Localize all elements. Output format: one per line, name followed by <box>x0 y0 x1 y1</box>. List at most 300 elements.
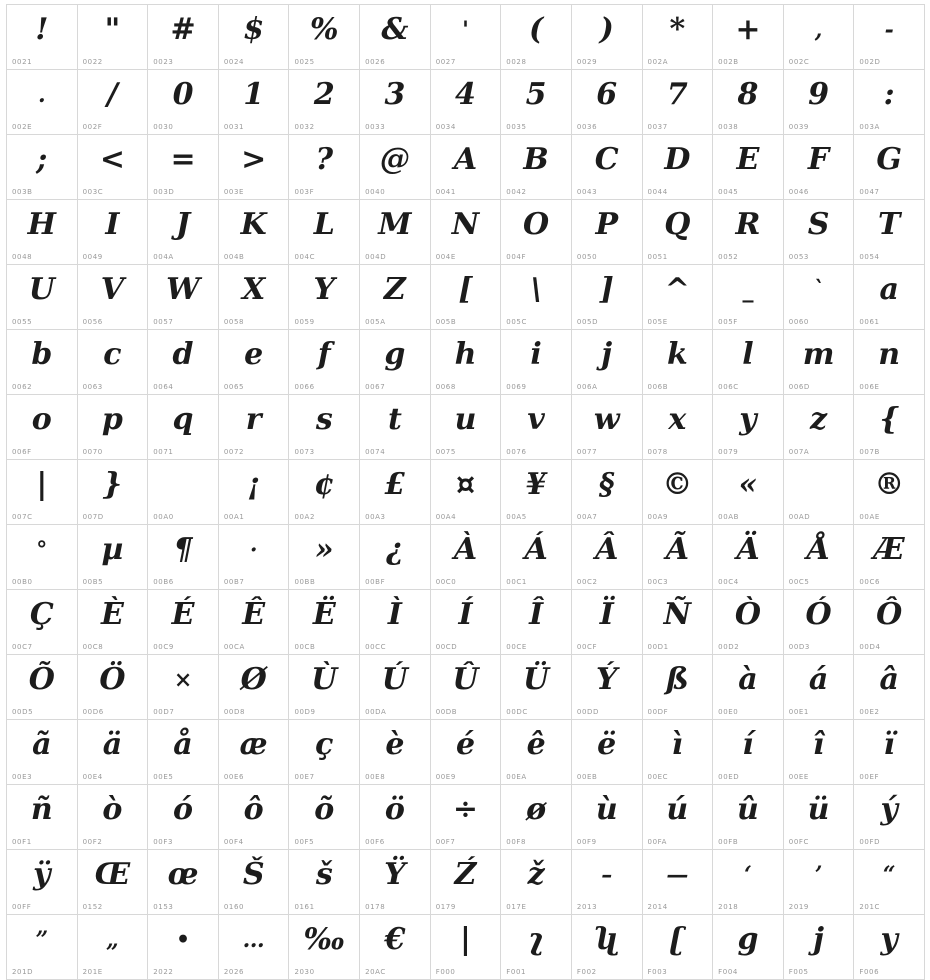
glyph-cell[interactable] <box>7 460 78 525</box>
glyph-cell[interactable] <box>643 590 714 655</box>
glyph-character: ø <box>526 792 547 827</box>
glyph-cell[interactable] <box>572 460 643 525</box>
glyph-cell[interactable] <box>431 70 502 135</box>
glyph-cell[interactable] <box>219 525 290 590</box>
glyph-cell[interactable] <box>148 265 219 330</box>
glyph-character: | <box>36 467 48 502</box>
glyph-cell[interactable] <box>219 70 290 135</box>
glyph-character: s <box>315 402 333 437</box>
glyph-character: µ <box>101 532 124 567</box>
glyph-character: × <box>173 667 193 693</box>
glyph-character: I <box>105 207 120 242</box>
glyph-character: N <box>451 207 480 242</box>
glyph-codepoint: 0059 <box>294 318 315 326</box>
glyph-codepoint: 0160 <box>223 903 245 911</box>
glyph-character: ã <box>32 727 52 762</box>
glyph-cell[interactable] <box>289 70 360 135</box>
glyph-cell[interactable] <box>431 330 502 395</box>
glyph-cell[interactable] <box>78 525 149 590</box>
glyph-cell[interactable] <box>360 785 431 850</box>
glyph-character: [ <box>458 272 473 307</box>
glyph-cell[interactable] <box>643 200 714 265</box>
glyph-character: 0 <box>172 77 194 112</box>
glyph-character: … <box>242 927 265 953</box>
glyph-cell[interactable] <box>431 265 502 330</box>
glyph-cell[interactable] <box>854 720 925 785</box>
glyph-cell[interactable] <box>7 265 78 330</box>
glyph-character: Œ <box>94 857 131 892</box>
glyph-codepoint: 006E <box>859 383 880 391</box>
glyph-cell[interactable] <box>7 5 78 70</box>
glyph-codepoint: 00CF <box>576 643 598 651</box>
glyph-codepoint: F001 <box>506 968 527 976</box>
glyph-codepoint: 0073 <box>294 448 315 456</box>
glyph-codepoint: 0051 <box>647 253 668 261</box>
glyph-cell[interactable] <box>219 590 290 655</box>
glyph-character: š <box>315 857 333 892</box>
glyph-cell[interactable] <box>572 200 643 265</box>
glyph-cell[interactable] <box>854 135 925 200</box>
glyph-cell[interactable] <box>713 200 784 265</box>
glyph-cell[interactable] <box>78 135 149 200</box>
glyph-cell[interactable] <box>643 525 714 590</box>
glyph-character: , <box>814 17 823 43</box>
glyph-cell[interactable] <box>431 395 502 460</box>
glyph-character: + <box>735 12 761 47</box>
glyph-cell[interactable] <box>501 850 572 915</box>
glyph-cell[interactable] <box>501 915 572 980</box>
glyph-cell[interactable] <box>219 720 290 785</box>
glyph-cell[interactable] <box>431 135 502 200</box>
glyph-cell[interactable] <box>360 330 431 395</box>
glyph-character: Æ <box>873 532 905 567</box>
glyph-cell[interactable] <box>360 525 431 590</box>
glyph-cell[interactable] <box>289 915 360 980</box>
glyph-codepoint: 00F6 <box>365 838 385 846</box>
glyph-codepoint: 017E <box>506 903 527 911</box>
glyph-character: 5 <box>525 77 547 112</box>
glyph-cell[interactable] <box>501 200 572 265</box>
glyph-character: § <box>598 467 615 502</box>
glyph-cell[interactable] <box>854 330 925 395</box>
glyph-character: ö <box>384 792 405 827</box>
glyph-cell[interactable] <box>643 460 714 525</box>
glyph-cell[interactable] <box>501 5 572 70</box>
glyph-cell[interactable] <box>148 135 219 200</box>
glyph-cell[interactable] <box>360 135 431 200</box>
glyph-cell[interactable] <box>501 330 572 395</box>
glyph-codepoint: 00F2 <box>82 838 103 846</box>
glyph-cell[interactable] <box>713 850 784 915</box>
glyph-cell[interactable] <box>854 70 925 135</box>
glyph-cell[interactable] <box>78 785 149 850</box>
glyph-character: j <box>601 337 613 372</box>
glyph-cell[interactable] <box>784 265 855 330</box>
glyph-cell[interactable] <box>219 915 290 980</box>
glyph-cell[interactable] <box>7 720 78 785</box>
glyph-cell[interactable] <box>572 330 643 395</box>
glyph-cell[interactable] <box>78 5 149 70</box>
glyph-cell[interactable] <box>572 135 643 200</box>
glyph-character: ‘ <box>744 862 752 888</box>
glyph-cell[interactable] <box>360 655 431 720</box>
glyph-codepoint: 0061 <box>859 318 880 326</box>
glyph-cell[interactable] <box>854 525 925 590</box>
glyph-cell[interactable] <box>431 5 502 70</box>
glyph-character: # <box>170 12 196 47</box>
glyph-cell[interactable] <box>360 590 431 655</box>
glyph-codepoint: 201E <box>82 968 103 976</box>
glyph-cell[interactable] <box>643 395 714 460</box>
glyph-character: y <box>739 402 757 437</box>
glyph-character: à <box>738 662 758 697</box>
glyph-cell[interactable] <box>854 395 925 460</box>
glyph-cell[interactable] <box>219 200 290 265</box>
glyph-codepoint: 0025 <box>294 58 315 66</box>
glyph-cell[interactable] <box>572 850 643 915</box>
glyph-cell[interactable] <box>713 135 784 200</box>
glyph-cell[interactable] <box>643 70 714 135</box>
glyph-cell[interactable] <box>572 525 643 590</box>
glyph-cell[interactable] <box>713 720 784 785</box>
glyph-character: 1 <box>243 77 265 112</box>
glyph-cell[interactable] <box>713 5 784 70</box>
glyph-cell[interactable] <box>501 265 572 330</box>
glyph-cell[interactable] <box>219 330 290 395</box>
glyph-codepoint: 00DF <box>647 708 669 716</box>
glyph-cell[interactable] <box>854 850 925 915</box>
glyph-cell[interactable] <box>431 915 502 980</box>
glyph-cell[interactable] <box>289 850 360 915</box>
glyph-character: Ñ <box>663 597 692 632</box>
glyph-cell[interactable] <box>431 200 502 265</box>
glyph-cell[interactable] <box>784 200 855 265</box>
glyph-character: * <box>669 12 686 47</box>
glyph-codepoint: 2014 <box>647 903 668 911</box>
glyph-cell[interactable] <box>360 70 431 135</box>
glyph-cell[interactable] <box>572 395 643 460</box>
glyph-character: Q <box>664 207 691 242</box>
glyph-cell[interactable] <box>360 850 431 915</box>
glyph-codepoint: 00A3 <box>365 513 386 521</box>
glyph-cell[interactable] <box>219 395 290 460</box>
glyph-character: ê <box>526 727 546 762</box>
glyph-cell[interactable] <box>148 395 219 460</box>
glyph-character: õ <box>314 792 335 827</box>
glyph-cell[interactable] <box>501 525 572 590</box>
glyph-codepoint: 004C <box>294 253 316 261</box>
glyph-cell[interactable] <box>148 70 219 135</box>
glyph-codepoint: 00B5 <box>82 578 104 586</box>
glyph-cell[interactable] <box>643 5 714 70</box>
glyph-character: a <box>879 272 899 307</box>
glyph-cell[interactable] <box>7 70 78 135</box>
glyph-cell[interactable] <box>148 850 219 915</box>
glyph-cell[interactable] <box>219 850 290 915</box>
glyph-cell[interactable] <box>501 460 572 525</box>
glyph-cell[interactable] <box>784 5 855 70</box>
glyph-character: g <box>737 922 759 957</box>
glyph-codepoint: 00EE <box>788 773 809 781</box>
glyph-codepoint: 00E9 <box>435 773 456 781</box>
glyph-cell[interactable] <box>784 915 855 980</box>
glyph-codepoint: 005F <box>718 318 738 326</box>
glyph-codepoint: 0027 <box>435 58 456 66</box>
glyph-cell[interactable] <box>219 5 290 70</box>
glyph-cell[interactable] <box>501 590 572 655</box>
glyph-cell[interactable] <box>289 395 360 460</box>
glyph-cell[interactable] <box>148 655 219 720</box>
glyph-cell[interactable] <box>78 460 149 525</box>
glyph-codepoint: 002F <box>82 123 103 131</box>
glyph-character: { <box>879 402 899 437</box>
glyph-cell[interactable] <box>713 655 784 720</box>
glyph-cell[interactable] <box>854 590 925 655</box>
glyph-codepoint: 0041 <box>435 188 456 196</box>
glyph-cell[interactable] <box>148 5 219 70</box>
glyph-codepoint: 004B <box>223 253 245 261</box>
glyph-cell[interactable] <box>78 70 149 135</box>
glyph-cell[interactable] <box>572 70 643 135</box>
glyph-cell[interactable] <box>7 135 78 200</box>
glyph-cell[interactable] <box>784 655 855 720</box>
glyph-cell[interactable] <box>431 590 502 655</box>
glyph-cell[interactable] <box>854 785 925 850</box>
glyph-cell[interactable] <box>78 265 149 330</box>
glyph-cell[interactable] <box>78 850 149 915</box>
glyph-character: " <box>104 12 121 47</box>
glyph-cell[interactable] <box>289 785 360 850</box>
glyph-cell[interactable] <box>78 590 149 655</box>
glyph-cell[interactable] <box>854 5 925 70</box>
glyph-codepoint: 2022 <box>153 968 174 976</box>
glyph-character: ! <box>35 12 49 47</box>
glyph-cell[interactable] <box>713 460 784 525</box>
glyph-character: 2 <box>313 77 335 112</box>
glyph-codepoint: F002 <box>576 968 597 976</box>
glyph-cell[interactable] <box>501 785 572 850</box>
glyph-cell[interactable] <box>289 135 360 200</box>
glyph-cell[interactable] <box>643 785 714 850</box>
glyph-codepoint: 00FF <box>12 903 32 911</box>
glyph-cell[interactable] <box>501 720 572 785</box>
glyph-cell[interactable] <box>219 135 290 200</box>
glyph-cell[interactable] <box>78 655 149 720</box>
glyph-codepoint: 004E <box>435 253 456 261</box>
glyph-codepoint: 0075 <box>435 448 456 456</box>
glyph-cell[interactable] <box>643 330 714 395</box>
glyph-cell[interactable] <box>713 785 784 850</box>
glyph-character: Á <box>524 532 548 567</box>
glyph-cell[interactable] <box>713 70 784 135</box>
glyph-cell[interactable] <box>148 525 219 590</box>
glyph-cell[interactable] <box>784 720 855 785</box>
glyph-character: ” <box>35 927 49 953</box>
glyph-character: Ú <box>381 662 408 697</box>
glyph-cell[interactable] <box>572 655 643 720</box>
glyph-cell[interactable] <box>572 785 643 850</box>
glyph-cell[interactable] <box>784 70 855 135</box>
glyph-cell[interactable] <box>431 850 502 915</box>
glyph-character: V <box>100 272 125 307</box>
glyph-cell[interactable] <box>360 5 431 70</box>
glyph-cell[interactable] <box>7 850 78 915</box>
glyph-cell[interactable] <box>7 525 78 590</box>
glyph-cell[interactable] <box>713 915 784 980</box>
glyph-codepoint: 0055 <box>12 318 33 326</box>
glyph-cell[interactable] <box>148 590 219 655</box>
glyph-cell[interactable] <box>289 5 360 70</box>
glyph-codepoint: 00ED <box>718 773 740 781</box>
glyph-cell[interactable] <box>219 460 290 525</box>
glyph-character: € <box>384 922 406 957</box>
glyph-cell[interactable] <box>7 590 78 655</box>
glyph-cell[interactable] <box>7 915 78 980</box>
glyph-codepoint: 007B <box>859 448 880 456</box>
glyph-cell[interactable] <box>643 720 714 785</box>
glyph-cell[interactable] <box>7 655 78 720</box>
glyph-character: H <box>27 207 56 242</box>
glyph-cell[interactable] <box>784 590 855 655</box>
glyph-codepoint: 00C7 <box>12 643 33 651</box>
glyph-cell[interactable] <box>572 265 643 330</box>
glyph-cell[interactable] <box>784 785 855 850</box>
glyph-codepoint: 0038 <box>718 123 739 131</box>
glyph-character: Ÿ <box>384 857 406 892</box>
glyph-character: £ <box>384 467 406 502</box>
glyph-cell[interactable] <box>360 915 431 980</box>
glyph-character: œ <box>167 857 199 892</box>
glyph-codepoint: 0028 <box>506 58 527 66</box>
glyph-cell[interactable] <box>643 135 714 200</box>
glyph-character: ¥ <box>525 467 547 502</box>
glyph-cell[interactable] <box>148 200 219 265</box>
glyph-character: n <box>878 337 901 372</box>
glyph-cell[interactable] <box>854 200 925 265</box>
glyph-codepoint: 003E <box>223 188 245 196</box>
glyph-cell[interactable] <box>7 785 78 850</box>
glyph-cell[interactable] <box>784 525 855 590</box>
glyph-character: ® <box>874 467 905 502</box>
glyph-character: Ô <box>876 597 903 632</box>
glyph-cell[interactable] <box>431 785 502 850</box>
glyph-cell[interactable] <box>713 525 784 590</box>
glyph-cell[interactable] <box>219 655 290 720</box>
glyph-cell[interactable] <box>572 720 643 785</box>
glyph-cell[interactable] <box>784 330 855 395</box>
glyph-cell[interactable] <box>289 330 360 395</box>
glyph-cell[interactable] <box>572 5 643 70</box>
glyph-cell[interactable] <box>784 395 855 460</box>
glyph-cell[interactable] <box>360 395 431 460</box>
glyph-cell[interactable] <box>360 200 431 265</box>
glyph-codepoint: 00B7 <box>223 578 245 586</box>
glyph-cell[interactable] <box>431 720 502 785</box>
glyph-cell[interactable] <box>289 720 360 785</box>
glyph-cell[interactable] <box>219 265 290 330</box>
glyph-character: ò <box>102 792 123 827</box>
glyph-codepoint: 0153 <box>153 903 174 911</box>
glyph-cell[interactable] <box>289 590 360 655</box>
glyph-cell[interactable] <box>713 265 784 330</box>
glyph-character: > <box>241 142 267 177</box>
glyph-codepoint: 0161 <box>294 903 315 911</box>
glyph-cell[interactable] <box>289 460 360 525</box>
glyph-cell[interactable] <box>854 655 925 720</box>
glyph-cell[interactable] <box>78 200 149 265</box>
glyph-cell[interactable] <box>431 525 502 590</box>
glyph-cell[interactable] <box>360 720 431 785</box>
glyph-cell[interactable] <box>289 525 360 590</box>
glyph-cell[interactable] <box>501 135 572 200</box>
glyph-cell[interactable] <box>148 460 219 525</box>
glyph-codepoint: 00BB <box>294 578 316 586</box>
glyph-cell[interactable] <box>148 330 219 395</box>
glyph-cell[interactable] <box>854 265 925 330</box>
glyph-cell[interactable] <box>148 915 219 980</box>
glyph-cell[interactable] <box>572 915 643 980</box>
glyph-cell[interactable] <box>643 850 714 915</box>
glyph-character: é <box>455 727 476 762</box>
glyph-character: W <box>166 272 200 307</box>
glyph-cell[interactable] <box>784 850 855 915</box>
glyph-cell[interactable] <box>784 460 855 525</box>
glyph-character: » <box>314 532 334 567</box>
glyph-cell[interactable] <box>643 265 714 330</box>
glyph-character: C <box>594 142 619 177</box>
glyph-cell[interactable] <box>7 200 78 265</box>
glyph-cell[interactable] <box>219 785 290 850</box>
glyph-cell[interactable] <box>501 395 572 460</box>
glyph-cell[interactable] <box>431 460 502 525</box>
glyph-cell[interactable] <box>713 395 784 460</box>
glyph-codepoint: 00AB <box>718 513 740 521</box>
glyph-cell[interactable] <box>360 460 431 525</box>
glyph-codepoint: 00A0 <box>153 513 174 521</box>
glyph-cell[interactable] <box>501 655 572 720</box>
glyph-cell[interactable] <box>360 265 431 330</box>
glyph-character: 9 <box>808 77 829 112</box>
glyph-cell[interactable] <box>713 330 784 395</box>
glyph-cell[interactable] <box>7 395 78 460</box>
glyph-cell[interactable] <box>431 655 502 720</box>
glyph-cell[interactable] <box>78 330 149 395</box>
glyph-cell[interactable] <box>78 395 149 460</box>
glyph-character: „ <box>106 927 119 953</box>
glyph-cell[interactable] <box>854 460 925 525</box>
glyph-codepoint: 007A <box>788 448 810 456</box>
glyph-cell[interactable] <box>289 655 360 720</box>
glyph-cell[interactable] <box>643 915 714 980</box>
glyph-cell[interactable] <box>713 590 784 655</box>
glyph-cell[interactable] <box>643 655 714 720</box>
glyph-character: å <box>173 727 193 762</box>
glyph-cell[interactable] <box>784 135 855 200</box>
glyph-character: r <box>245 402 262 437</box>
glyph-cell[interactable] <box>78 915 149 980</box>
glyph-cell[interactable] <box>854 915 925 980</box>
glyph-cell[interactable] <box>148 720 219 785</box>
glyph-codepoint: 00CA <box>223 643 245 651</box>
glyph-cell[interactable] <box>289 200 360 265</box>
glyph-cell[interactable] <box>501 70 572 135</box>
glyph-cell[interactable] <box>289 265 360 330</box>
glyph-cell[interactable] <box>572 590 643 655</box>
glyph-cell[interactable] <box>78 720 149 785</box>
glyph-cell[interactable] <box>7 330 78 395</box>
glyph-codepoint: 0024 <box>223 58 245 66</box>
glyph-cell[interactable] <box>148 785 219 850</box>
